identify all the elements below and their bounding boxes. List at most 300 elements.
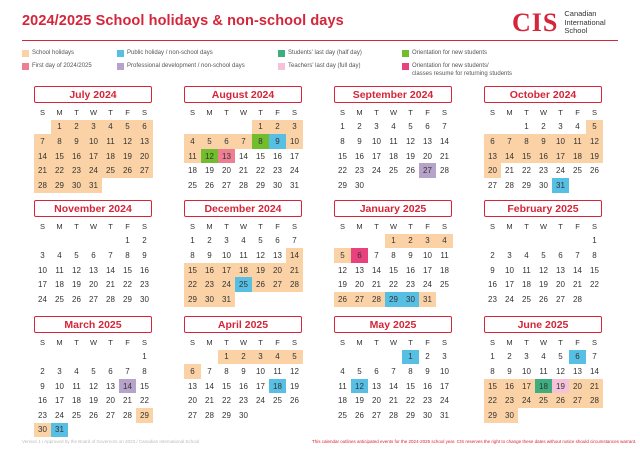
day-cell: 31	[440, 410, 449, 420]
day-cell: 26	[334, 292, 351, 307]
month-calendar	[484, 86, 602, 193]
day-cell: 26	[119, 163, 136, 178]
month-days	[34, 105, 152, 193]
legend-swatch	[22, 50, 29, 57]
day-cell: 28	[586, 393, 603, 408]
legend-item-school-holidays	[22, 50, 74, 58]
day-cell: 3	[419, 234, 436, 249]
weekday-label: S	[39, 107, 45, 117]
empty-day	[501, 234, 518, 249]
logo-line: Canadian	[564, 9, 597, 19]
legend-label: Students' last day (half day)	[288, 50, 362, 56]
month-title: August 2024	[184, 86, 302, 103]
day-cell: 20	[89, 280, 98, 290]
logo-mark: CIS	[512, 8, 559, 37]
day-cell: 20	[372, 396, 381, 406]
day-cell: 12	[406, 136, 415, 146]
day-cell: 7	[374, 250, 379, 260]
day-cell: 21	[505, 166, 514, 176]
day-cell: 21	[286, 263, 303, 278]
day-cell: 20	[569, 379, 586, 394]
month-days	[334, 105, 452, 193]
day-cell: 14	[590, 366, 599, 376]
day-cell: 27	[222, 180, 231, 190]
month-title: November 2024	[34, 200, 152, 217]
weekday-label: F	[275, 337, 280, 347]
day-cell: 29	[256, 180, 265, 190]
weekday-label: S	[339, 221, 345, 231]
empty-day	[201, 120, 218, 135]
day-cell: 17	[85, 149, 102, 164]
weekday-label: F	[575, 107, 580, 117]
day-cell: 6	[275, 236, 280, 246]
weekday-label: S	[291, 107, 297, 117]
empty-day	[34, 120, 51, 135]
day-cell: 30	[34, 423, 51, 438]
day-cell: 19	[355, 396, 364, 406]
day-cell: 8	[252, 134, 269, 149]
day-cell: 16	[501, 379, 518, 394]
weekday-label: F	[125, 107, 130, 117]
day-cell: 29	[184, 292, 201, 307]
day-cell: 25	[522, 294, 531, 304]
legend-swatch	[402, 63, 409, 70]
weekday-label: M	[56, 107, 63, 117]
legend-label: First day of 2024/2025	[32, 63, 92, 69]
weekday-label: F	[575, 337, 580, 347]
day-cell: 5	[357, 366, 362, 376]
day-cell: 12	[201, 149, 218, 164]
day-cell: 11	[184, 149, 201, 164]
legend-label: Orientation for new students/ classes resume for returning students	[412, 63, 513, 77]
day-cell: 27	[188, 410, 197, 420]
day-cell: 24	[505, 294, 514, 304]
day-cell: 5	[201, 134, 218, 149]
day-cell: 3	[442, 352, 447, 362]
day-cell: 20	[423, 151, 432, 161]
month-days	[484, 105, 602, 193]
empty-day	[102, 234, 119, 249]
day-cell: 16	[273, 151, 282, 161]
day-cell: 30	[201, 292, 218, 307]
day-cell: 4	[269, 350, 286, 365]
weekday-label: S	[339, 107, 345, 117]
day-cell: 28	[286, 277, 303, 292]
day-cell: 30	[140, 294, 149, 304]
day-cell: 21	[123, 396, 132, 406]
day-cell: 27	[89, 294, 98, 304]
day-cell: 1	[385, 234, 402, 249]
day-cell: 7	[125, 366, 130, 376]
day-cell: 10	[222, 250, 231, 260]
day-cell: 9	[207, 250, 212, 260]
day-cell: 9	[269, 134, 286, 149]
weekday-label: T	[224, 337, 229, 347]
day-cell: 6	[91, 250, 96, 260]
day-cell: 22	[140, 396, 149, 406]
day-cell: 21	[573, 280, 582, 290]
day-cell: 11	[273, 366, 282, 376]
weekday-label: W	[89, 221, 98, 231]
day-cell: 29	[385, 292, 402, 307]
day-cell: 29	[338, 180, 347, 190]
weekday-label: T	[408, 337, 413, 347]
day-cell: 10	[440, 366, 449, 376]
day-cell: 1	[524, 122, 529, 132]
day-cell: 3	[40, 250, 45, 260]
day-cell: 9	[425, 366, 430, 376]
weekday-label: T	[558, 221, 563, 231]
month-calendar	[184, 200, 302, 307]
month-days	[34, 219, 152, 307]
day-cell: 17	[505, 280, 514, 290]
day-cell: 19	[72, 280, 81, 290]
day-cell: 26	[552, 393, 569, 408]
day-cell: 16	[535, 149, 552, 164]
day-cell: 15	[51, 149, 68, 164]
school-logo	[512, 10, 606, 36]
empty-day	[184, 350, 201, 365]
day-cell: 7	[34, 134, 51, 149]
empty-day	[85, 350, 102, 365]
day-cell: 28	[505, 180, 514, 190]
weekday-label: W	[239, 107, 248, 117]
day-cell: 23	[201, 277, 218, 292]
weekday-label: T	[74, 337, 79, 347]
logo-line: School	[564, 26, 588, 36]
day-cell: 9	[357, 136, 362, 146]
day-cell: 28	[106, 294, 115, 304]
day-cell: 9	[490, 265, 495, 275]
weekday-label: S	[591, 221, 597, 231]
day-cell: 3	[224, 236, 229, 246]
day-cell: 17	[440, 381, 449, 391]
day-cell: 27	[351, 292, 368, 307]
weekday-label: T	[224, 107, 229, 117]
day-cell: 23	[406, 280, 415, 290]
legend-item-orientation	[402, 50, 487, 58]
day-cell: 23	[239, 396, 248, 406]
empty-day	[334, 234, 351, 249]
day-cell: 21	[372, 280, 381, 290]
weekday-label: T	[374, 337, 379, 347]
day-cell: 13	[273, 250, 282, 260]
legend-swatch	[117, 50, 124, 57]
legend-label: School holidays	[32, 50, 75, 56]
day-cell: 3	[558, 122, 563, 132]
day-cell: 11	[539, 366, 548, 376]
day-cell: 23	[140, 280, 149, 290]
day-cell: 5	[286, 350, 303, 365]
empty-day	[68, 234, 85, 249]
weekday-label: S	[189, 221, 195, 231]
weekday-label: M	[56, 221, 63, 231]
day-cell: 19	[290, 381, 299, 391]
day-cell: 11	[55, 265, 64, 275]
day-cell: 10	[256, 366, 265, 376]
legend-item-orientation-classes-resume	[402, 63, 512, 78]
day-cell: 16	[355, 151, 364, 161]
month-title: December 2024	[184, 200, 302, 217]
day-cell: 25	[573, 166, 582, 176]
day-cell: 3	[85, 120, 102, 135]
day-cell: 15	[389, 265, 398, 275]
day-cell: 14	[286, 248, 303, 263]
day-cell: 13	[188, 381, 197, 391]
legend	[22, 48, 622, 82]
legend-item-students-last-day	[278, 50, 362, 58]
day-cell: 18	[569, 149, 586, 164]
day-cell: 15	[184, 263, 201, 278]
day-cell: 15	[484, 379, 501, 394]
weekday-label: T	[408, 221, 413, 231]
day-cell: 7	[235, 134, 252, 149]
day-cell: 24	[518, 393, 535, 408]
day-cell: 18	[338, 396, 347, 406]
weekday-label: S	[141, 107, 147, 117]
month-title: September 2024	[334, 86, 452, 103]
weekday-label: S	[39, 221, 45, 231]
month-title: February 2025	[484, 200, 602, 217]
weekday-label: S	[141, 221, 147, 231]
day-cell: 20	[556, 280, 565, 290]
weekday-label: T	[374, 107, 379, 117]
footer-note: Version 1 / Approved by the Board of Governors on 2023 / Canadian International School	[22, 439, 200, 444]
day-cell: 22	[184, 277, 201, 292]
day-cell: 27	[106, 410, 115, 420]
footer-disclaimer: This calendar outlines anticipated events for the 2024-2025 school year. CIS reserves the right to change these dates without notice should circumstances warrant.	[312, 439, 637, 444]
day-cell: 15	[140, 381, 149, 391]
day-cell: 22	[338, 166, 347, 176]
day-cell: 8	[224, 366, 229, 376]
weekday-label: F	[425, 107, 430, 117]
empty-day	[34, 234, 51, 249]
weekday-label: T	[108, 337, 113, 347]
weekday-label: T	[558, 337, 563, 347]
empty-day	[218, 120, 235, 135]
weekday-label: F	[275, 107, 280, 117]
day-cell: 7	[501, 134, 518, 149]
weekday-label: M	[206, 107, 213, 117]
day-cell: 6	[136, 120, 153, 135]
day-cell: 9	[142, 250, 147, 260]
day-cell: 14	[106, 265, 115, 275]
day-cell: 1	[252, 120, 269, 135]
empty-day	[368, 234, 385, 249]
month-calendar	[34, 316, 152, 437]
day-cell: 5	[541, 250, 546, 260]
legend-item-teachers-last-day	[278, 63, 361, 71]
day-cell: 26	[252, 277, 269, 292]
day-cell: 24	[38, 294, 47, 304]
day-cell: 10	[55, 381, 64, 391]
month-calendar	[334, 86, 452, 193]
weekday-label: W	[89, 107, 98, 117]
day-cell: 22	[389, 280, 398, 290]
day-cell: 28	[239, 180, 248, 190]
day-cell: 26	[590, 166, 599, 176]
month-title: October 2024	[484, 86, 602, 103]
day-cell: 8	[190, 250, 195, 260]
day-cell: 21	[389, 396, 398, 406]
month-calendar	[184, 86, 302, 193]
day-cell: 17	[55, 396, 64, 406]
legend-swatch	[278, 63, 285, 70]
day-cell: 30	[539, 180, 548, 190]
day-cell: 20	[484, 163, 501, 178]
day-cell: 11	[72, 381, 81, 391]
day-cell: 6	[569, 350, 586, 365]
weekday-label: T	[258, 107, 263, 117]
day-cell: 16	[406, 265, 415, 275]
day-cell: 28	[573, 294, 582, 304]
weekday-label: W	[389, 337, 398, 347]
day-cell: 29	[522, 180, 531, 190]
day-cell: 21	[34, 163, 51, 178]
day-cell: 14	[389, 381, 398, 391]
weekday-label: S	[591, 337, 597, 347]
day-cell: 8	[408, 366, 413, 376]
weekday-label: M	[56, 337, 63, 347]
day-cell: 10	[522, 366, 531, 376]
day-cell: 9	[535, 134, 552, 149]
weekday-label: T	[258, 337, 263, 347]
day-cell: 30	[239, 410, 248, 420]
legend-label: Public holiday / non-school days	[127, 50, 213, 56]
day-cell: 10	[38, 265, 47, 275]
day-cell: 31	[290, 180, 299, 190]
day-cell: 12	[89, 381, 98, 391]
day-cell: 13	[218, 149, 235, 164]
day-cell: 7	[292, 236, 297, 246]
day-cell: 5	[91, 366, 96, 376]
weekday-label: S	[291, 337, 297, 347]
day-cell: 20	[269, 263, 286, 278]
day-cell: 4	[74, 366, 79, 376]
empty-day	[119, 350, 136, 365]
month-title: July 2024	[34, 86, 152, 103]
day-cell: 27	[419, 163, 436, 178]
weekday-label: S	[591, 107, 597, 117]
legend-swatch	[22, 63, 29, 70]
day-cell: 23	[68, 163, 85, 178]
day-cell: 29	[484, 408, 501, 423]
day-cell: 13	[372, 381, 381, 391]
day-cell: 8	[142, 366, 147, 376]
weekday-label: S	[189, 107, 195, 117]
day-cell: 18	[269, 379, 286, 394]
day-cell: 16	[38, 396, 47, 406]
weekday-label: T	[408, 107, 413, 117]
weekday-label: M	[506, 221, 513, 231]
day-cell: 23	[501, 393, 518, 408]
day-cell: 12	[351, 379, 368, 394]
day-cell: 18	[535, 379, 552, 394]
day-cell: 10	[552, 134, 569, 149]
weekday-label: F	[425, 221, 430, 231]
empty-day	[34, 350, 51, 365]
day-cell: 7	[592, 352, 597, 362]
day-cell: 14	[34, 149, 51, 164]
day-cell: 3	[252, 350, 269, 365]
day-cell: 9	[507, 366, 512, 376]
day-cell: 27	[136, 163, 153, 178]
weekday-label: T	[108, 107, 113, 117]
month-calendar	[334, 200, 452, 307]
weekday-label: T	[524, 107, 529, 117]
day-cell: 20	[188, 396, 197, 406]
weekday-label: M	[356, 107, 363, 117]
day-cell: 13	[484, 149, 501, 164]
day-cell: 13	[89, 265, 98, 275]
weekday-label: S	[489, 337, 495, 347]
month-days	[34, 335, 152, 437]
day-cell: 8	[391, 250, 396, 260]
day-cell: 2	[40, 366, 45, 376]
day-cell: 17	[372, 151, 381, 161]
day-cell: 23	[38, 410, 47, 420]
day-cell: 22	[406, 396, 415, 406]
day-cell: 23	[539, 166, 548, 176]
day-cell: 2	[235, 350, 252, 365]
weekday-label: T	[74, 107, 79, 117]
month-days	[184, 105, 302, 193]
month-calendar	[334, 316, 452, 423]
day-cell: 18	[440, 265, 449, 275]
day-cell: 30	[273, 180, 282, 190]
day-cell: 1	[402, 350, 419, 365]
month-days	[484, 219, 602, 307]
day-cell: 18	[522, 280, 531, 290]
day-cell: 19	[119, 149, 136, 164]
day-cell: 1	[125, 236, 130, 246]
empty-day	[501, 120, 518, 135]
day-cell: 22	[222, 396, 231, 406]
page-title: 2024/2025 School holidays & non-school days	[22, 13, 344, 29]
day-cell: 12	[539, 265, 548, 275]
day-cell: 4	[575, 122, 580, 132]
day-cell: 19	[552, 379, 569, 394]
day-cell: 4	[524, 250, 529, 260]
day-cell: 26	[406, 166, 415, 176]
legend-label: Orientation for new students	[412, 50, 488, 56]
weekday-label: W	[539, 221, 548, 231]
day-cell: 11	[239, 250, 248, 260]
day-cell: 30	[68, 178, 85, 193]
day-cell: 18	[72, 396, 81, 406]
day-cell: 9	[68, 134, 85, 149]
day-cell: 22	[522, 166, 531, 176]
day-cell: 24	[423, 280, 432, 290]
day-cell: 25	[273, 396, 282, 406]
day-cell: 22	[51, 163, 68, 178]
empty-day	[102, 350, 119, 365]
empty-day	[235, 120, 252, 135]
day-cell: 1	[51, 120, 68, 135]
day-cell: 31	[419, 292, 436, 307]
day-cell: 2	[207, 236, 212, 246]
day-cell: 16	[68, 149, 85, 164]
day-cell: 17	[256, 381, 265, 391]
day-cell: 15	[256, 151, 265, 161]
day-cell: 1	[142, 352, 147, 362]
day-cell: 22	[123, 280, 132, 290]
day-cell: 31	[218, 292, 235, 307]
month-days	[334, 335, 452, 423]
day-cell: 2	[357, 122, 362, 132]
weekday-label: S	[339, 337, 345, 347]
month-title: April 2025	[184, 316, 302, 333]
